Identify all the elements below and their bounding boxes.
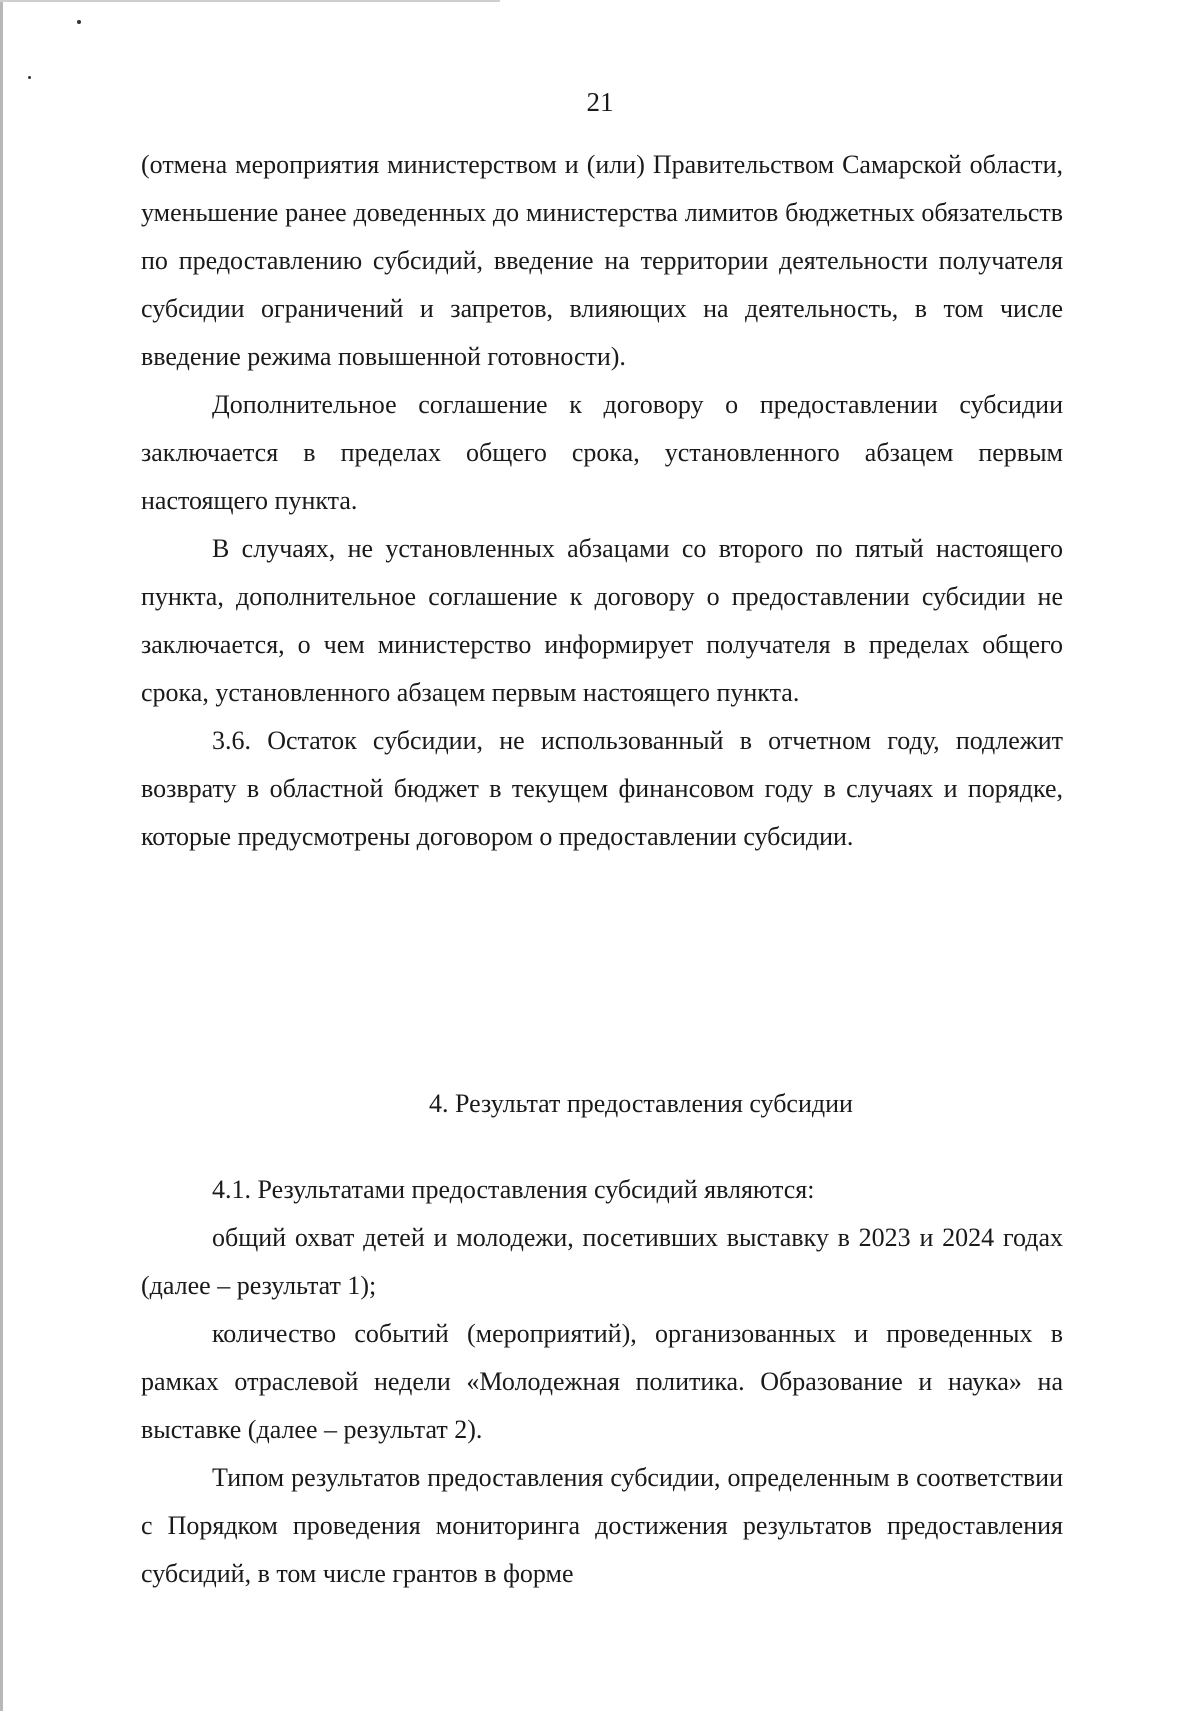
- paragraph-result-1: общий охват детей и молодежи, посетивших выставку в 2023 и 2024 годах (далее – результат 1);: [141, 1223, 1063, 1300]
- page-number: 21: [586, 87, 614, 117]
- paragraph-4-1: 4.1. Результатами предоставления субсидий являются:: [212, 1175, 815, 1204]
- paragraph-cases-not-established: В случаях, не установленных абзацами со второго по пятый настоящего пункта, дополнительное соглашение к договору о предоставлении субсидии не заключается, о чем министерство информирует получателя в пределах общего срока, установленного абзацем первым настоящего пункта.: [141, 534, 1063, 707]
- scan-speck: [28, 76, 31, 79]
- section-4-heading: 4. Результат предоставления субсидии: [429, 1089, 853, 1118]
- paragraph-result-type: Типом результатов предоставления субсидии, определенным в соответствии с Порядком проведения мониторинга достижения результатов предоставления субсидий, в том числе грантов в форме: [141, 1463, 1063, 1588]
- scan-top-edge: [0, 0, 500, 2]
- paragraph-result-2: количество событий (мероприятий), организованных и проведенных в рамках отраслевой недели «Молодежная политика. Образование и наука» на выставке (далее – результат 2).: [141, 1319, 1063, 1444]
- paragraph-3-6: 3.6. Остаток субсидии, не использованный в отчетном году, подлежит возврату в областной бюджет в текущем финансовом году в случаях и порядке, которые предусмотрены договором о предоставлении субсидии.: [141, 726, 1063, 851]
- scan-left-edge: [0, 0, 3, 1711]
- paragraph-continuation: (отмена мероприятия министерством и (или) Правительством Самарской области, уменьшение ранее доведенных до министерства лимитов бюджетных обязательств по предоставлению субсидий, введение на территории деятельности получателя субсидии ограничений и запретов, влияющих на деятельность, в том числе введение режима повышенной готовности).: [141, 150, 1063, 371]
- section-4-text: [141, 1166, 1063, 1598]
- section-3-text: [141, 141, 1063, 861]
- paragraph-additional-agreement: Дополнительное соглашение к договору о предоставлении субсидии заключается в пределах общего срока, установленного абзацем первым настоящего пункта.: [141, 390, 1063, 515]
- scan-speck: [77, 20, 81, 24]
